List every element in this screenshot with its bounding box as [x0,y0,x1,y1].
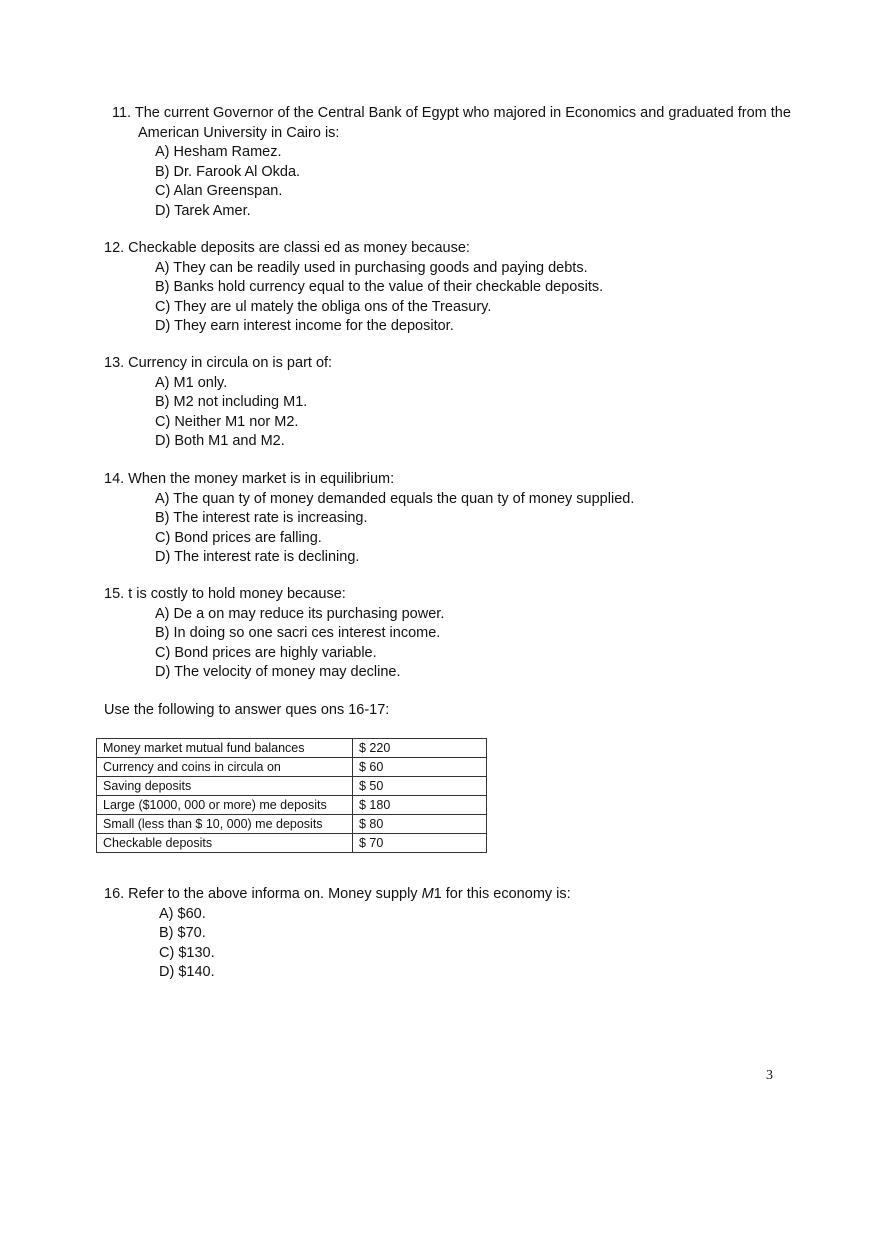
table-cell-label: Saving deposits [97,777,353,796]
question-15 [104,585,444,683]
page-number: 3 [766,1068,773,1083]
answer-option-c: C) $130. [159,944,215,961]
table-cell-value: $ 220 [353,739,487,758]
question-stem: 12. Checkable deposits are classi ed as money because: [104,240,470,256]
answer-option-c: C) Alan Greenspan. [155,183,283,199]
question-stem: 15. t is costly to hold money because: [104,586,346,602]
table-cell-label: Large ($1000, 000 or more) me deposits [97,796,353,815]
question-stem: 13. Currency in circula on is part of: [104,355,333,371]
answer-option-b: B) Dr. Farook Al Okda. [155,163,301,180]
money-data-table [96,738,487,853]
answer-option-d: D) $140. [159,964,215,980]
table-cell-value: $ 70 [353,834,487,853]
question-12 [104,239,603,337]
table-cell-value: $ 80 [353,815,487,834]
question-11 [112,104,792,221]
answer-option-d: D) Both M1 and M2. [155,433,285,449]
answer-option-b: B) M2 not including M1. [155,394,308,410]
answer-option-d: D) They earn interest income for the depositor. [155,318,454,334]
question-stem: 14. When the money market is in equilibrium: [104,471,395,487]
answer-option-c: C) Bond prices are falling. [155,529,322,546]
answer-options [104,605,444,683]
table-cell-label: Money market mutual fund balances [97,739,353,758]
answer-option-c: C) Neither M1 nor M2. [155,413,299,430]
answer-options [104,374,332,452]
table-row [97,834,487,853]
answer-option-a: A) They can be readily used in purchasing goods and paying debts. [155,259,588,276]
answer-option-c: C) They are ul mately the obliga ons of the Treasury. [155,298,492,315]
answer-options [112,143,792,221]
answer-option-c: C) Bond prices are highly variable. [155,644,377,661]
answer-option-d: D) The velocity of money may decline. [155,664,401,680]
table-cell-label: Checkable deposits [97,834,353,853]
answer-option-d: D) Tarek Amer. [155,202,251,219]
table-cell-value: $ 50 [353,777,487,796]
answer-option-b: B) $70. [159,925,206,941]
table-row [97,758,487,777]
answer-options [104,905,571,983]
question-stem: 16. Refer to the above informa on. Money supply M1 for this economy is: [104,886,571,902]
question-16 [104,885,571,983]
table-cell-value: $ 180 [353,796,487,815]
question-13 [104,354,332,452]
answer-option-b: B) Banks hold currency equal to the value of their checkable deposits. [155,279,604,295]
answer-options [104,490,634,568]
answer-option-d: D) The interest rate is declining. [155,549,360,565]
answer-option-a: A) De a on may reduce its purchasing power. [155,605,445,622]
question-14 [104,470,634,568]
table-row [97,739,487,758]
table-row [97,796,487,815]
table-cell-label: Small (less than $ 10, 000) me deposits [97,815,353,834]
answer-option-a: A) M1 only. [155,374,228,391]
answer-option-a: A) Hesham Ramez. [155,144,282,160]
table-row [97,777,487,796]
table-intro: Use the following to answer ques ons 16-17: [104,702,390,718]
answer-option-a: A) The quan ty of money demanded equals the quan ty of money supplied. [155,490,635,507]
answer-options [104,259,603,337]
question-stem: 11. The current Governor of the Central Bank of Egypt who majored in Economics and graduated from the American University in Cairo is: [112,105,791,141]
answer-option-a: A) $60. [159,905,206,922]
table-row [97,815,487,834]
table-cell-value: $ 60 [353,758,487,777]
answer-option-b: B) The interest rate is increasing. [155,510,368,526]
table-cell-label: Currency and coins in circula on [97,758,353,777]
answer-option-b: B) In doing so one sacri ces interest income. [155,625,441,641]
